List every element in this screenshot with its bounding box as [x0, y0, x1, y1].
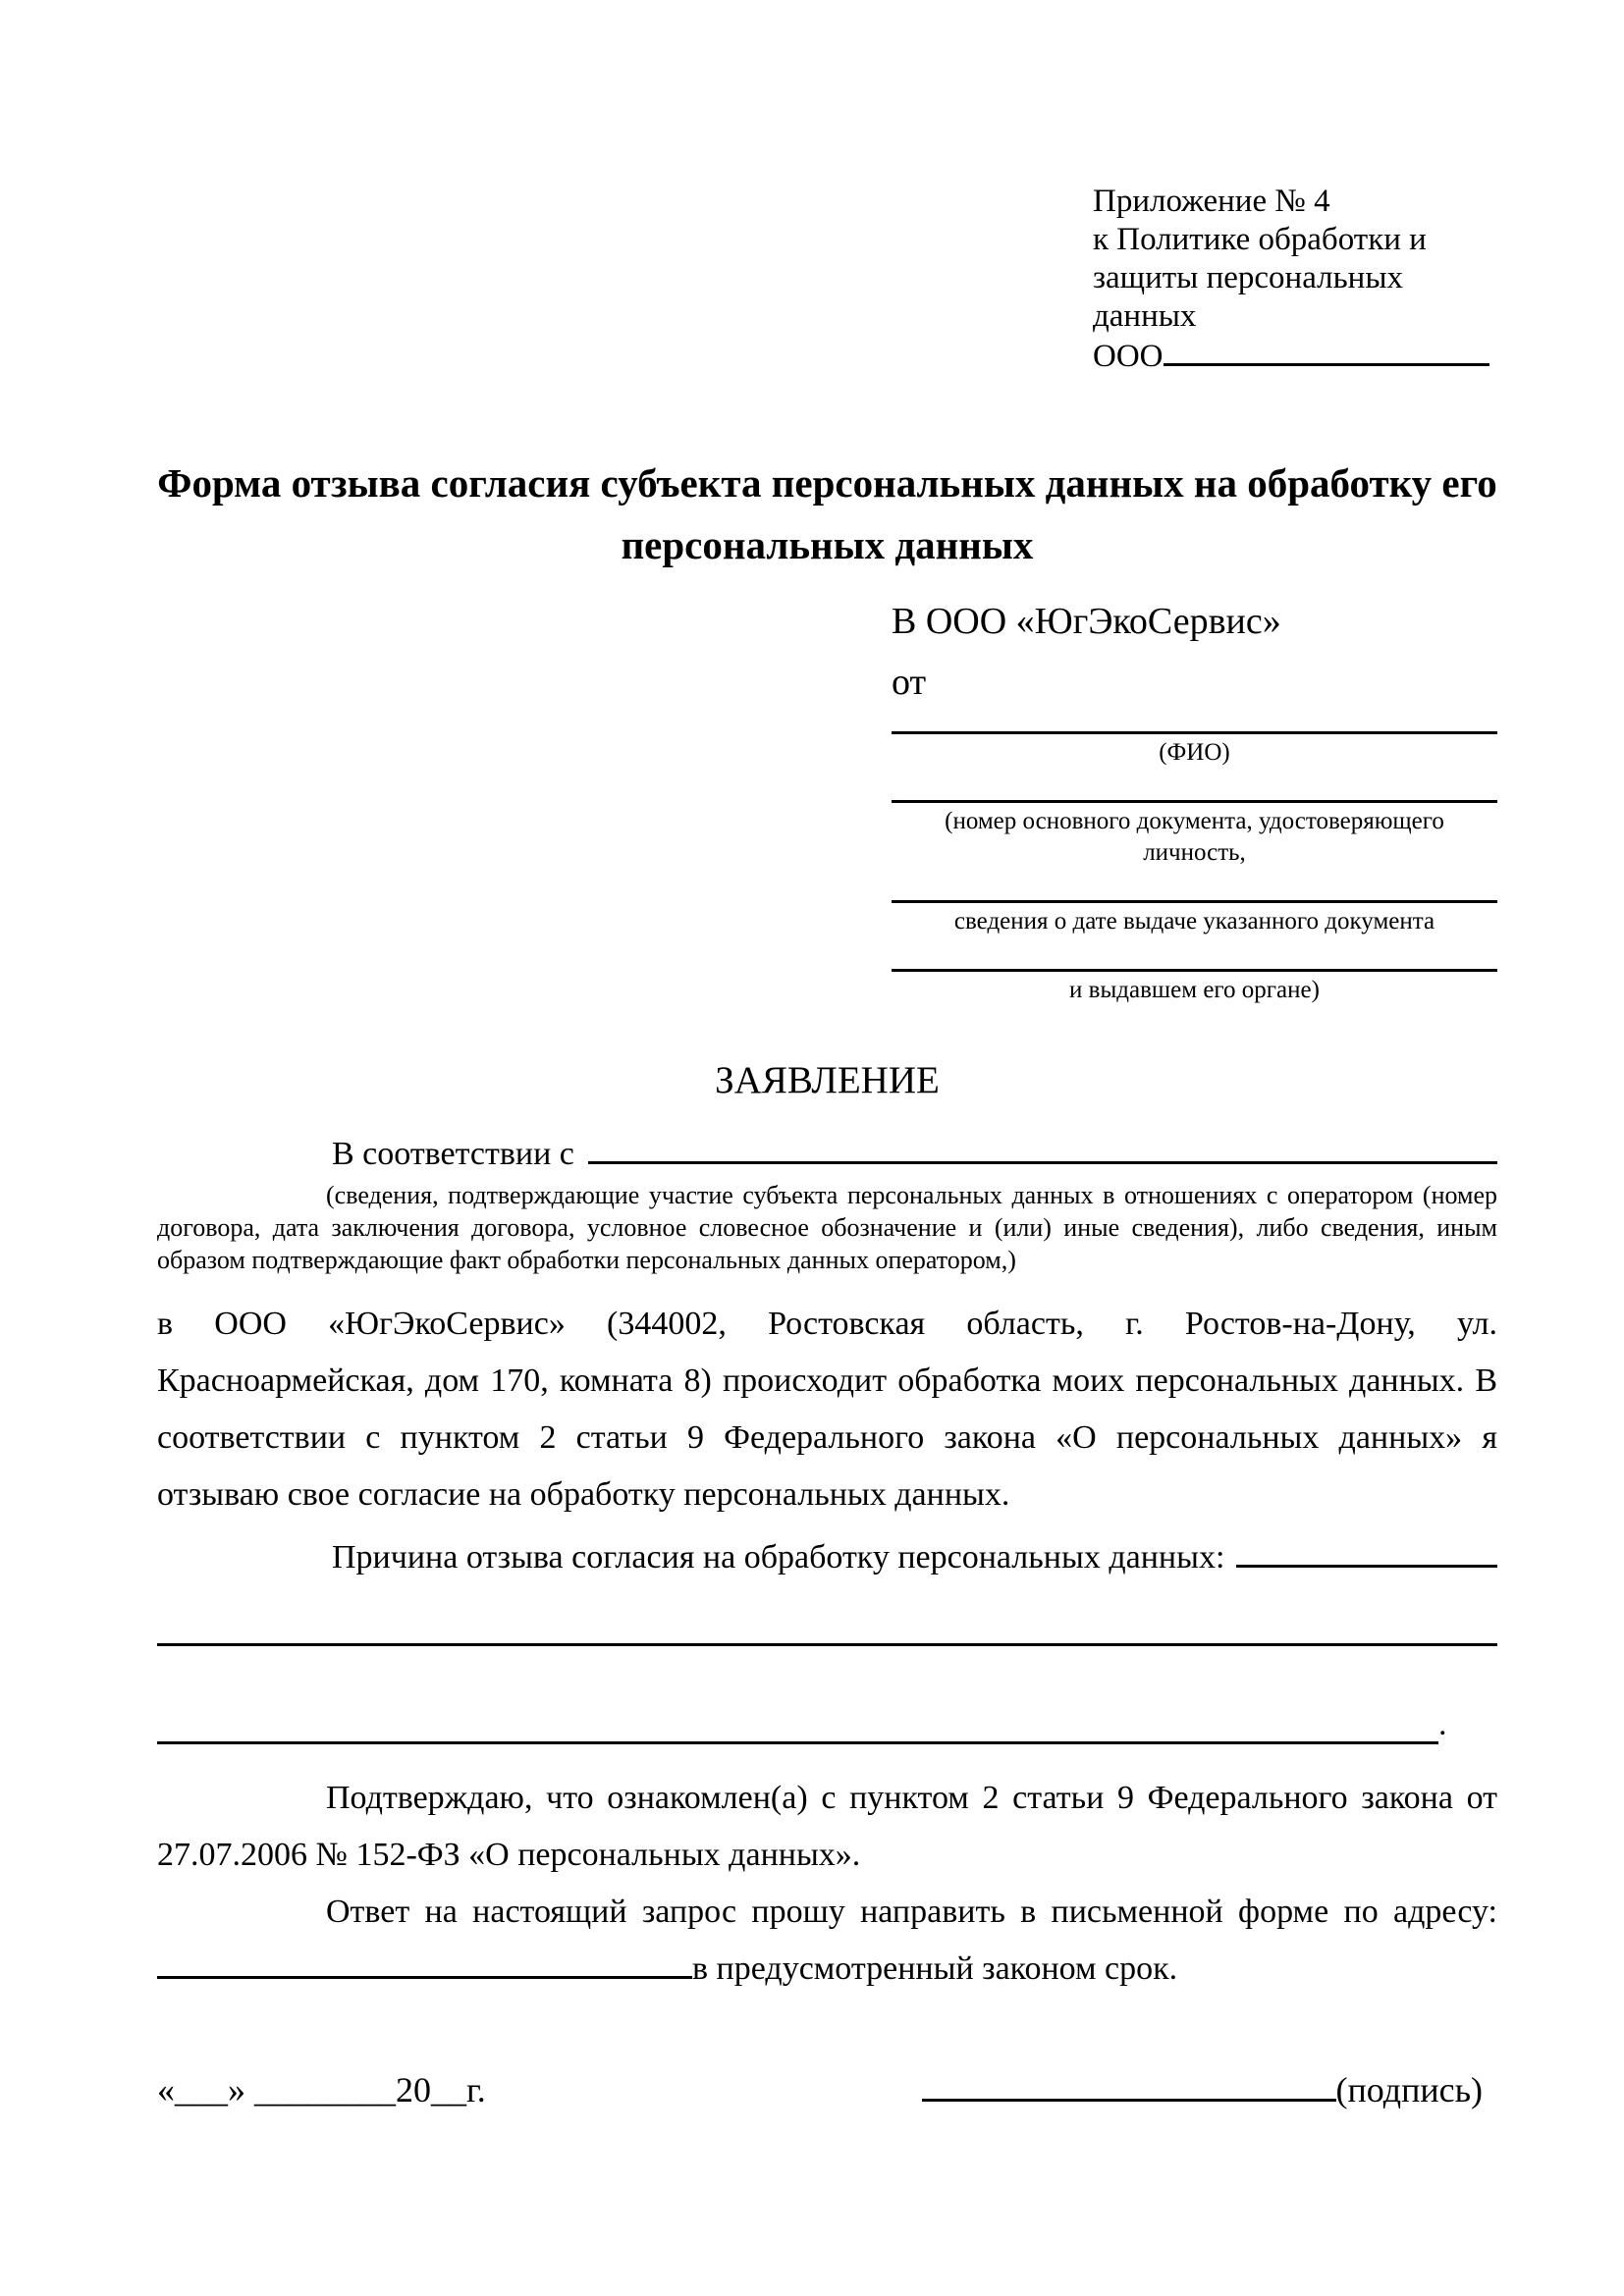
- reason-prefix: Причина отзыва согласия на обработку персональных данных:: [332, 1539, 1225, 1576]
- accordance-prefix: В соответствии с: [332, 1136, 574, 1173]
- fio-caption: (ФИО): [1159, 739, 1230, 767]
- reply-address-row: [157, 1941, 1497, 1998]
- document-issuer-caption: и выдавшем его органе): [1069, 977, 1320, 1004]
- reply-paragraph: Ответ на настоящий запрос прошу направить в письменной форме по адресу:: [326, 1894, 1497, 1931]
- signature-group: [922, 2066, 1483, 2113]
- accordance-details-blank: [588, 1133, 1497, 1164]
- annex-block: [1093, 183, 1497, 376]
- statement-heading: ЗАЯВЛЕНИЕ: [715, 1059, 940, 1102]
- document-title: Форма отзыва согласия субъекта персональных данных на обработку его персональных данных: [157, 460, 1497, 568]
- footer-row: [157, 2066, 1497, 2113]
- reason-blank-1: [1236, 1536, 1497, 1568]
- address-blank: [157, 1948, 692, 1979]
- annex-line-2: к Политике обработки и: [1093, 222, 1427, 257]
- recipient-block: [892, 598, 1497, 1006]
- annex-line-1: Приложение № 4: [1093, 184, 1330, 219]
- recipient-company: В ООО «ЮгЭкоСервис»: [892, 601, 1281, 643]
- confirm-paragraph: Подтверждаю, что ознакомлен(а) с пунктом 2 статьи 9 Федерального закона от 27.07.2006 № 152-ФЗ «О персональных данных».: [157, 1780, 1497, 1874]
- document-number-caption: (номер основного документа, удостоверяющего личность,: [945, 808, 1444, 867]
- document-date-caption: сведения о дате выдаче указанного документа: [953, 908, 1435, 935]
- company-prefix-label: ООО: [1093, 339, 1164, 375]
- reply-suffix: в предусмотренный законом срок.: [692, 1950, 1178, 1988]
- reason-line: [157, 1529, 1497, 1586]
- company-name-blank: [1164, 336, 1489, 366]
- signature-blank: [922, 2068, 1336, 2102]
- reason-period: .: [1438, 1706, 1447, 1743]
- reason-blank-3: [157, 1708, 1438, 1744]
- from-label: от: [892, 662, 927, 704]
- annex-line-3: защиты персональных данных: [1093, 260, 1403, 334]
- signature-caption: (подпись): [1335, 2070, 1483, 2110]
- annex-company-line: [1093, 336, 1497, 376]
- accordance-line: [157, 1132, 1497, 1177]
- fine-print-note: (сведения, подтверждающие участие субъекта персональных данных в отношениях с оператором (номер договора, дата заключения договора, условное словесное обозначение и (или) иные сведения), либо сведения, иным образом подтверждающие факт обработки персональных данных оператором,): [157, 1181, 1497, 1275]
- body-paragraph: в ООО «ЮгЭкоСервис» (344002, Ростовская область, г. Ростов-на-Дону, ул. Красноармейская, дом 170, комната 8) происходит обработка моих персональных данных. В соответствии с пунктом 2 статьи 9 Федерального закона «О персональных данных» я отзываю свое согласие на обработку персональных данных.: [157, 1306, 1497, 1514]
- reason-blank-2: [157, 1643, 1497, 1646]
- reason-blank-3-row: [157, 1705, 1497, 1744]
- date-line: «___» ________20__г.: [157, 2070, 486, 2110]
